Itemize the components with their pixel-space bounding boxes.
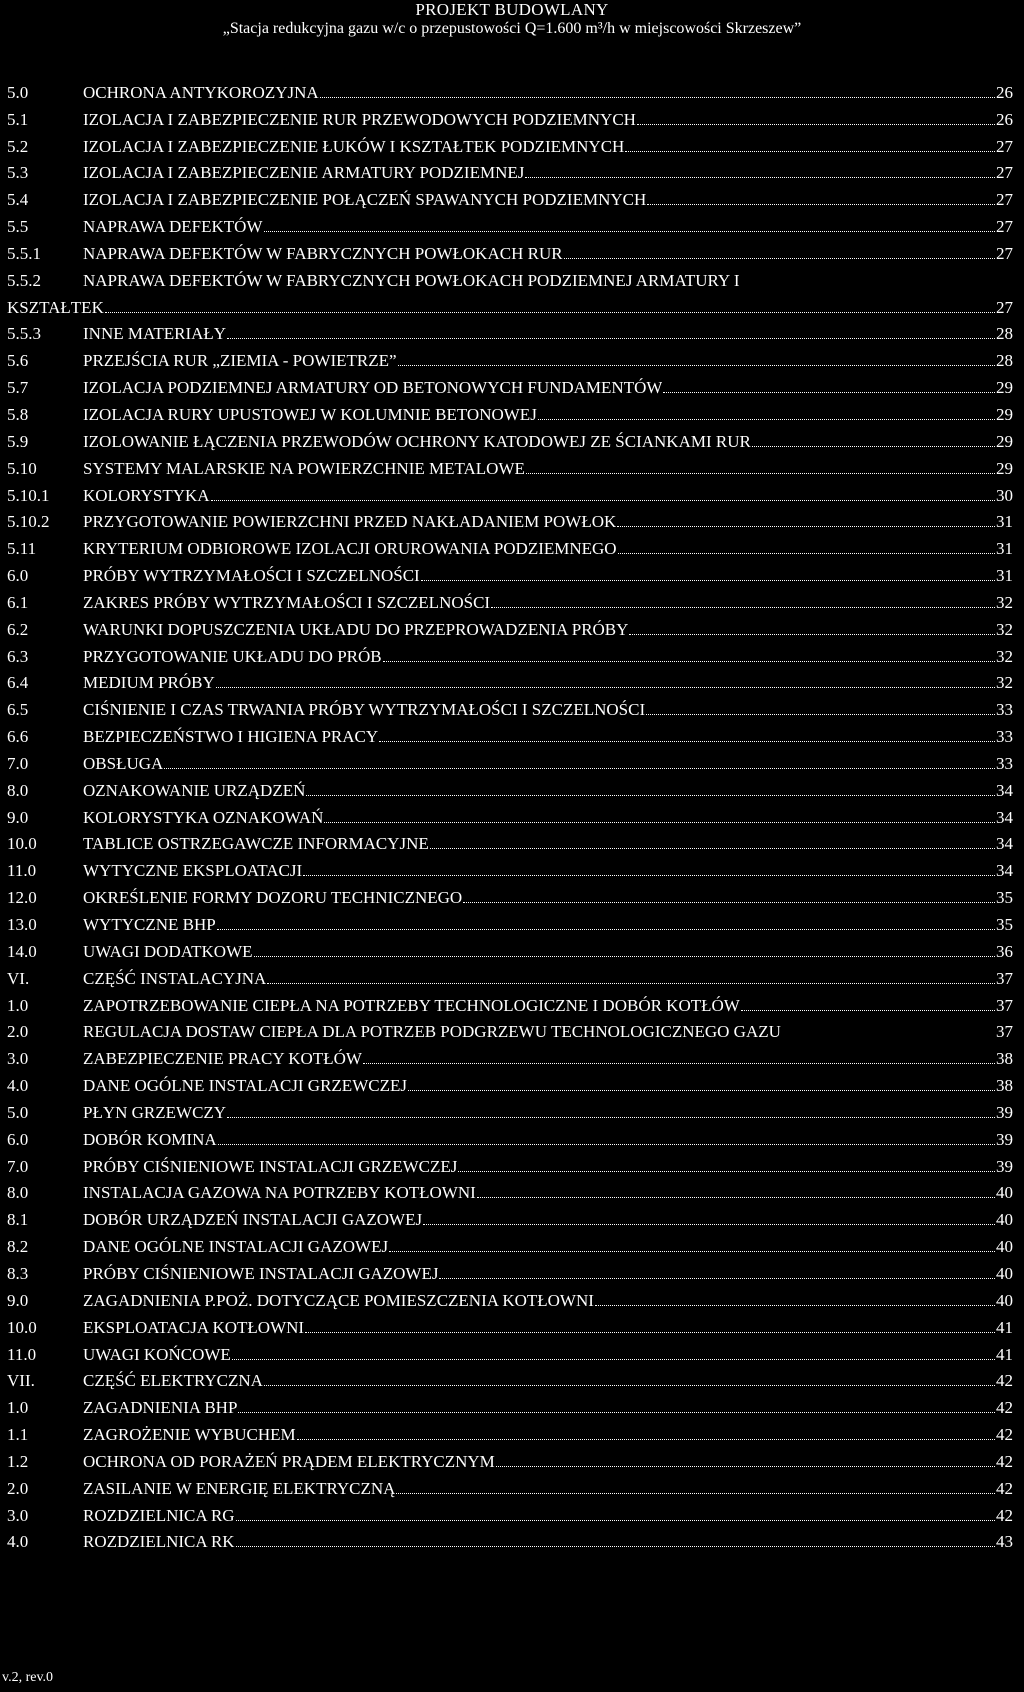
toc-entry-number: 5.9 (7, 431, 29, 451)
toc-entry-number: 5.10.2 (7, 512, 50, 532)
toc-entry (7, 1042, 1013, 1069)
toc-entry-page: 27 (996, 136, 1013, 156)
toc-entry-number: 5.0 (7, 1102, 29, 1122)
toc-entry-number: 9.0 (7, 1290, 29, 1310)
toc-entry (7, 613, 1013, 640)
toc-dot-leader (236, 1545, 995, 1547)
toc-entry-page: 40 (996, 1210, 1013, 1230)
toc-entry-page: 34 (996, 861, 1013, 881)
toc-entry-number: 13.0 (7, 915, 37, 934)
toc-entry-page: 29 (996, 431, 1013, 451)
toc-dot-leader (379, 740, 995, 742)
toc-entry (7, 640, 1013, 667)
toc-entry-title: KSZTAŁTEK (7, 297, 104, 317)
toc-dot-leader (439, 1277, 995, 1279)
toc-entry (7, 1472, 1013, 1499)
toc-entry-title: ZASILANIE W ENERGIĘ ELEKTRYCZNĄ (83, 1478, 396, 1498)
toc-entry (7, 264, 1013, 291)
toc-entry-title: PRZYGOTOWANIE POWIERZCHNI PRZED NAKŁADANIEM POWŁOK (83, 512, 617, 532)
toc-dot-leader (217, 928, 995, 930)
toc-dot-leader (267, 982, 995, 984)
toc-entry-title: PŁYN GRZEWCZY (83, 1102, 227, 1122)
toc-entry-page: 34 (996, 807, 1013, 827)
toc-entry-title: CIŚNIENIE I CZAS TRWANIA PRÓBY WYTRZYMAŁOŚCI I SZCZELNOŚCI (83, 700, 646, 720)
toc-entry-number: 12.0 (7, 888, 37, 908)
toc-entry-page: 33 (996, 753, 1013, 773)
toc-entry-number: 9.0 (7, 807, 29, 827)
toc-entry-page: 26 (996, 109, 1013, 129)
toc-dot-leader (398, 364, 995, 366)
toc-entry (7, 1096, 1013, 1123)
toc-dot-leader (216, 686, 995, 688)
toc-entry-title: INNE MATERIAŁY (83, 324, 227, 344)
toc-entry-title: IZOLACJA I ZABEZPIECZENIE ŁUKÓW I KSZTAŁTEK PODZIEMNYCH (83, 136, 625, 156)
toc-entry-number: 5.11 (7, 539, 37, 559)
toc-entry-page: 38 (996, 1076, 1013, 1096)
toc-entry-page: 40 (996, 1263, 1013, 1283)
toc-entry-number: 8.0 (7, 1183, 29, 1203)
toc-dot-leader (595, 1304, 995, 1306)
toc-entry (7, 774, 1013, 801)
toc-entry-number: 5.6 (7, 351, 29, 371)
toc-entry (7, 76, 1013, 103)
toc-dot-leader (564, 257, 995, 259)
toc-entry-title: NAPRAWA DEFEKTÓW W FABRYCZNYCH POWŁOKACH PODZIEMNEJ ARMATURY I (83, 270, 740, 290)
toc-entry-title: PRÓBY WYTRZYMAŁOŚCI I SZCZELNOŚCI (83, 566, 420, 586)
toc-entry-title: PRZYGOTOWANIE UKŁADU DO PRÓB (83, 646, 382, 666)
toc-entry (7, 828, 1013, 855)
toc-dot-leader (421, 579, 995, 581)
toc-entry (7, 1338, 1013, 1365)
toc-entry (7, 1311, 1013, 1338)
toc-entry (7, 103, 1013, 130)
toc-entry-number: 6.2 (7, 619, 29, 639)
toc-entry-page: 31 (996, 539, 1013, 559)
toc-dot-leader (496, 1465, 995, 1467)
toc-entry-number: 6.0 (7, 566, 29, 586)
toc-entry-page: 33 (996, 727, 1013, 747)
page-header (0, 0, 1024, 38)
toc-entry (7, 452, 1013, 479)
toc-entry (7, 747, 1013, 774)
toc-entry-number: 6.4 (7, 673, 29, 693)
toc-entry (7, 720, 1013, 747)
table-of-contents (7, 76, 1013, 1552)
toc-entry-title: OCHRONA ANTYKOROZYJNA (83, 82, 319, 102)
toc-entry-number: 5.10 (7, 458, 37, 478)
toc-entry-title: KRYTERIUM ODBIOROWE IZOLACJI ORUROWANIA PODZIEMNEGO (83, 539, 617, 559)
toc-entry-page: 32 (996, 673, 1013, 693)
toc-entry-title: WYTYCZNE EKSPLOATACJI (83, 861, 303, 881)
toc-entry-page: 42 (996, 1451, 1013, 1471)
toc-entry (7, 962, 1013, 989)
toc-entry-page: 37 (996, 968, 1013, 988)
toc-dot-leader (741, 1009, 995, 1011)
toc-entry-number: 6.3 (7, 646, 29, 666)
toc-entry-page: 42 (996, 1505, 1013, 1525)
toc-entry-page: 33 (996, 700, 1013, 720)
toc-entry-title: NAPRAWA DEFEKTÓW W FABRYCZNYCH POWŁOKACH RUR (83, 243, 563, 263)
toc-entry (7, 881, 1013, 908)
toc-entry-title: BEZPIECZEŃSTWO I HIGIENA PRACY (83, 727, 379, 747)
toc-entry (7, 398, 1013, 425)
toc-entry (7, 586, 1013, 613)
toc-dot-leader (383, 660, 995, 662)
toc-dot-leader (538, 418, 995, 420)
toc-entry-title: WYTYCZNE BHP (83, 915, 216, 934)
toc-entry-title: PRÓBY CIŚNIENIOWE INSTALACJI GAZOWEJ (83, 1263, 439, 1283)
toc-dot-leader (463, 901, 995, 903)
toc-dot-leader (629, 633, 995, 635)
toc-entry-title: KOLORYSTYKA OZNAKOWAŃ (83, 807, 324, 827)
toc-dot-leader (211, 499, 995, 501)
toc-entry-page: 27 (996, 163, 1013, 183)
toc-entry (7, 425, 1013, 452)
toc-dot-leader (752, 445, 995, 447)
toc-dot-leader (264, 230, 996, 232)
toc-dot-leader (297, 1438, 995, 1440)
toc-entry-title: IZOLACJA PODZIEMNEJ ARMATURY OD BETONOWYCH FUNDAMENTÓW (83, 378, 663, 398)
toc-dot-leader (264, 1384, 995, 1386)
toc-entry-title: ZAPOTRZEBOWANIE CIEPŁA NA POTRZEBY TECHNOLOGICZNE I DOBÓR KOTŁÓW (83, 995, 740, 1015)
toc-entry-number: 4.0 (7, 1532, 29, 1552)
toc-entry-title: TABLICE OSTRZEGAWCZE INFORMACYJNE (83, 834, 429, 854)
revision-label: v.2, rev.0 (2, 1670, 54, 1685)
toc-entry-page: 34 (996, 834, 1013, 854)
toc-dot-leader (408, 1089, 995, 1091)
toc-entry (7, 1257, 1013, 1284)
toc-dot-leader (227, 337, 995, 339)
toc-entry-number: 1.0 (7, 995, 29, 1015)
toc-dot-leader (324, 821, 995, 823)
toc-entry-title: ZAGADNIENIA BHP (83, 1398, 238, 1418)
toc-entry-number: 11.0 (7, 1344, 37, 1364)
toc-entry-number: 5.5.2 (7, 270, 41, 290)
toc-entry-page: 27 (996, 217, 1013, 237)
toc-dot-leader (477, 1196, 995, 1198)
toc-entry-page: 37 (996, 995, 1013, 1015)
toc-entry-title: REGULACJA DOSTAW CIEPŁA DLA POTRZEB PODGRZEWU TECHNOLOGICZNEGO GAZU (83, 1022, 781, 1042)
toc-entry-number: 5.8 (7, 404, 29, 424)
toc-dot-leader (647, 203, 995, 205)
toc-entry-number: 10.0 (7, 834, 37, 854)
toc-entry-page: 40 (996, 1290, 1013, 1310)
toc-entry-page: 32 (996, 646, 1013, 666)
toc-entry-title: ZAGADNIENIA P.POŻ. DOTYCZĄCE POMIESZCZENIA KOTŁOWNI (83, 1290, 594, 1310)
toc-dot-leader (396, 1492, 995, 1494)
toc-entry-number: 3.0 (7, 1049, 29, 1069)
toc-entry-title: WARUNKI DOPUSZCZENIA UKŁADU DO PRZEPROWADZENIA PRÓBY (83, 619, 629, 639)
toc-entry-title: ZABEZPIECZENIE PRACY KOTŁÓW (83, 1049, 362, 1069)
toc-entry-title: MEDIUM PRÓBY (83, 673, 215, 693)
toc-entry-title: OBSŁUGA (83, 753, 164, 773)
toc-entry-page: 29 (996, 458, 1013, 478)
toc-entry (7, 1177, 1013, 1204)
toc-entry-number: 5.10.1 (7, 485, 50, 505)
toc-entry (7, 506, 1013, 533)
toc-entry-page: 26 (996, 82, 1013, 102)
toc-entry-page: 39 (996, 1129, 1013, 1149)
toc-entry (7, 183, 1013, 210)
toc-dot-leader (305, 1331, 995, 1333)
toc-entry-number: 3.0 (7, 1505, 29, 1525)
toc-entry-number: 2.0 (7, 1478, 29, 1498)
toc-dot-leader (232, 1358, 995, 1360)
toc-entry-number: 1.1 (7, 1425, 29, 1445)
toc-entry-page: 29 (996, 378, 1013, 398)
toc-entry (7, 1203, 1013, 1230)
toc-entry (7, 854, 1013, 881)
toc-entry-number: 4.0 (7, 1076, 29, 1096)
toc-entry-page: 30 (996, 485, 1013, 505)
toc-entry (7, 1284, 1013, 1311)
toc-entry-number: 5.3 (7, 163, 29, 183)
toc-entry-title: OCHRONA OD PORAŻEŃ PRĄDEM ELEKTRYCZNYM (83, 1451, 495, 1471)
toc-dot-leader (618, 552, 995, 554)
toc-dot-leader (458, 1170, 995, 1172)
toc-entry-page: 34 (996, 780, 1013, 800)
toc-entry (7, 318, 1013, 345)
toc-entry-page: 31 (996, 512, 1013, 532)
toc-entry-page: 38 (996, 1049, 1013, 1069)
toc-entry-number: 1.0 (7, 1398, 29, 1418)
toc-entry (7, 1016, 1013, 1043)
toc-entry (7, 908, 1013, 935)
project-title: „Stacja redukcyjna gazu w/c o przepustowości Q=1.600 m³/h w miejscowości Skrzeszew” (222, 20, 802, 37)
toc-entry-title: DANE OGÓLNE INSTALACJI GAZOWEJ (83, 1237, 389, 1257)
toc-dot-leader (164, 767, 995, 769)
toc-entry-page: 39 (996, 1156, 1013, 1176)
toc-entry (7, 1365, 1013, 1392)
toc-entry (7, 1445, 1013, 1472)
toc-entry-page: 42 (996, 1478, 1013, 1498)
toc-entry-number: 11.0 (7, 861, 37, 881)
toc-dot-leader (646, 713, 995, 715)
toc-dot-leader (617, 525, 995, 527)
toc-dot-leader (320, 96, 995, 98)
toc-entry-page: 36 (996, 941, 1013, 961)
toc-entry-title: ZAKRES PRÓBY WYTRZYMAŁOŚCI I SZCZELNOŚCI (83, 592, 491, 612)
toc-entry-number: VII. (7, 1371, 35, 1391)
toc-entry (7, 371, 1013, 398)
toc-entry-number: 5.2 (7, 136, 29, 156)
toc-entry-title: IZOLACJA I ZABEZPIECZENIE POŁĄCZEŃ SPAWANYCH PODZIEMNYCH (83, 190, 647, 210)
toc-entry (7, 479, 1013, 506)
toc-entry (7, 532, 1013, 559)
toc-entry-number: 6.0 (7, 1129, 29, 1149)
toc-entry-page: 35 (996, 888, 1013, 908)
toc-entry-title: KOLORYSTYKA (83, 485, 210, 505)
toc-entry-title: ROZDZIELNICA RK (83, 1532, 235, 1552)
toc-entry-title: EKSPLOATACJA KOTŁOWNI (83, 1317, 305, 1337)
toc-entry-page: 32 (996, 619, 1013, 639)
toc-entry-page: 32 (996, 592, 1013, 612)
toc-entry (7, 935, 1013, 962)
toc-entry-title: NAPRAWA DEFEKTÓW (83, 217, 263, 237)
toc-dot-leader (526, 472, 995, 474)
toc-dot-leader (363, 1062, 995, 1064)
toc-dot-leader (105, 311, 995, 313)
toc-dot-leader (218, 1143, 995, 1145)
toc-entry-title: IZOLACJA RURY UPUSTOWEJ W KOLUMNIE BETONOWEJ (83, 404, 537, 424)
toc-entry-page: 28 (996, 324, 1013, 344)
toc-entry (7, 667, 1013, 694)
toc-entry (7, 344, 1013, 371)
toc-entry-title: DANE OGÓLNE INSTALACJI GRZEWCZEJ (83, 1076, 407, 1096)
toc-entry-page: 40 (996, 1237, 1013, 1257)
toc-entry-page: 37 (996, 1022, 1013, 1042)
toc-dot-leader (306, 794, 995, 796)
toc-entry (7, 1418, 1013, 1445)
toc-entry-number: VI. (7, 968, 30, 988)
toc-entry (7, 801, 1013, 828)
toc-entry (7, 1391, 1013, 1418)
toc-entry (7, 1526, 1013, 1553)
toc-entry (7, 210, 1013, 237)
toc-entry-number: 2.0 (7, 1022, 29, 1042)
toc-dot-leader (238, 1411, 995, 1413)
toc-dot-leader (430, 847, 995, 849)
toc-entry-title: DOBÓR URZĄDZEŃ INSTALACJI GAZOWEJ (83, 1210, 423, 1230)
toc-entry-title: ZAGROŻENIE WYBUCHEM (83, 1425, 296, 1445)
toc-entry-number: 8.2 (7, 1237, 29, 1257)
toc-entry-number: 5.5 (7, 217, 29, 237)
toc-entry-page: 41 (996, 1317, 1013, 1337)
toc-entry-page: 28 (996, 351, 1013, 371)
toc-entry-title: PRZEJŚCIA RUR „ZIEMIA - POWIETRZE” (83, 351, 397, 371)
toc-entry-page: 27 (996, 297, 1013, 317)
toc-entry-title: IZOLACJA I ZABEZPIECZENIE ARMATURY PODZIEMNEJ (83, 163, 525, 183)
toc-entry-number: 6.1 (7, 592, 29, 612)
toc-entry-page: 42 (996, 1371, 1013, 1391)
toc-dot-leader (423, 1223, 995, 1225)
toc-dot-leader (227, 1116, 995, 1118)
toc-entry-number: 5.5.1 (7, 243, 41, 263)
toc-entry-number: 8.3 (7, 1263, 29, 1283)
toc-entry-page: 35 (996, 915, 1013, 934)
toc-entry-number: 8.1 (7, 1210, 29, 1230)
toc-entry-page: 43 (996, 1532, 1013, 1552)
toc-entry-number: 6.6 (7, 727, 29, 747)
toc-dot-leader (389, 1250, 995, 1252)
document-type: PROJEKT BUDOWLANY (415, 0, 609, 19)
toc-entry (7, 559, 1013, 586)
toc-entry-number: 10.0 (7, 1317, 37, 1337)
toc-entry-title: INSTALACJA GAZOWA NA POTRZEBY KOTŁOWNI (83, 1183, 476, 1203)
toc-entry-page: 27 (996, 190, 1013, 210)
toc-dot-leader (663, 391, 995, 393)
toc-entry (7, 1230, 1013, 1257)
toc-entry-title: OZNAKOWANIE URZĄDZEŃ (83, 780, 306, 800)
toc-dot-leader (254, 955, 996, 957)
toc-entry-title: UWAGI KOŃCOWE (83, 1344, 231, 1364)
toc-entry-number: 5.0 (7, 82, 29, 102)
toc-entry-title: UWAGI DODATKOWE (83, 941, 253, 961)
toc-entry-title: SYSTEMY MALARSKIE NA POWIERZCHNIE METALOWE (83, 458, 525, 478)
toc-entry-page: 31 (996, 566, 1013, 586)
toc-dot-leader (625, 150, 995, 152)
toc-entry (7, 237, 1013, 264)
toc-entry-title: CZĘŚĆ ELEKTRYCZNA (83, 1371, 263, 1391)
toc-entry-number: 7.0 (7, 1156, 29, 1176)
toc-entry-title: CZĘŚĆ INSTALACYJNA (83, 968, 267, 988)
toc-entry-page: 41 (996, 1344, 1013, 1364)
toc-entry-title: PRÓBY CIŚNIENIOWE INSTALACJI GRZEWCZEJ (83, 1156, 458, 1176)
toc-entry-number: 14.0 (7, 941, 37, 961)
toc-entry-number: 8.0 (7, 780, 29, 800)
toc-dot-leader (491, 606, 995, 608)
toc-entry-title: ROZDZIELNICA RG (83, 1505, 235, 1525)
toc-dot-leader (525, 176, 995, 178)
toc-entry (7, 130, 1013, 157)
toc-entry (7, 693, 1013, 720)
toc-dot-leader (303, 874, 995, 876)
toc-entry (7, 1150, 1013, 1177)
toc-dot-leader (637, 123, 995, 125)
toc-entry-number: 5.1 (7, 109, 29, 129)
toc-entry-page: 29 (996, 404, 1013, 424)
toc-entry (7, 1069, 1013, 1096)
toc-entry-page: 40 (996, 1183, 1013, 1203)
toc-entry (7, 1123, 1013, 1150)
toc-entry (7, 1499, 1013, 1526)
toc-entry-title: OKREŚLENIE FORMY DOZORU TECHNICZNEGO (83, 888, 463, 908)
toc-entry-title: IZOLACJA I ZABEZPIECZENIE RUR PRZEWODOWYCH PODZIEMNYCH (83, 109, 636, 129)
toc-entry (7, 989, 1013, 1016)
toc-entry-title: IZOLOWANIE ŁĄCZENIA PRZEWODÓW OCHRONY KATODOWEJ ZE ŚCIANKAMI RUR (83, 431, 751, 451)
toc-entry (7, 157, 1013, 184)
toc-entry-number: 7.0 (7, 753, 29, 773)
toc-entry-page: 42 (996, 1425, 1013, 1445)
toc-entry-number: 5.5.3 (7, 324, 41, 344)
toc-dot-leader (236, 1519, 995, 1521)
toc-entry-number: 6.5 (7, 700, 29, 720)
toc-entry-page: 39 (996, 1102, 1013, 1122)
toc-entry-number: 5.4 (7, 190, 29, 210)
toc-entry-number: 1.2 (7, 1451, 29, 1471)
toc-entry-page: 27 (996, 243, 1013, 263)
toc-entry-page: 42 (996, 1398, 1013, 1418)
toc-entry-title: DOBÓR KOMINA (83, 1129, 217, 1149)
toc-entry (7, 291, 1013, 318)
toc-entry-number: 5.7 (7, 378, 29, 398)
